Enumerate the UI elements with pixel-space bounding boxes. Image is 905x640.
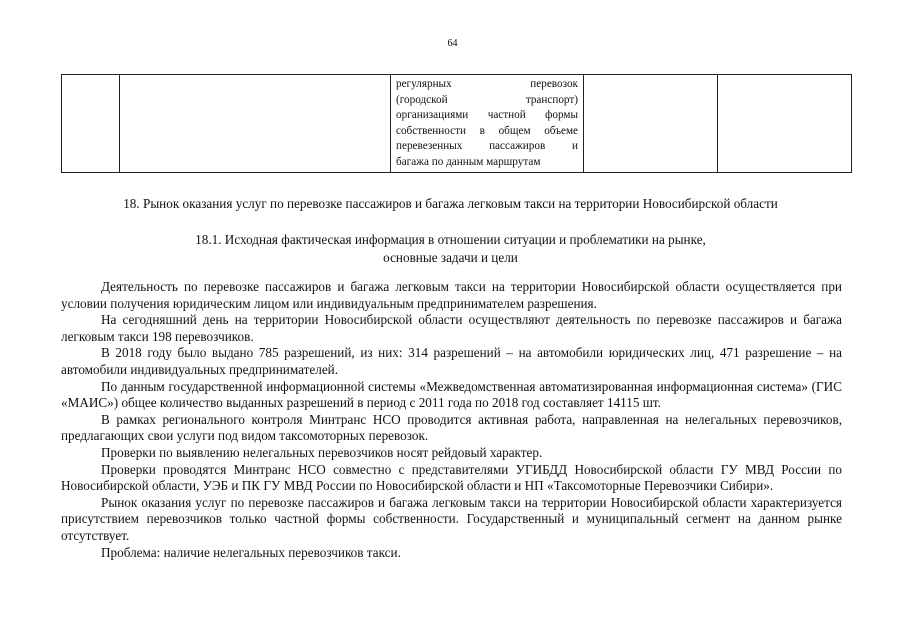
- continuation-table: [61, 74, 852, 173]
- subsection-title-line: 18.1. Исходная фактическая информация в отношении ситуации и проблематики на рынке,: [195, 232, 706, 247]
- paragraph: По данным государственной информационной системы «Межведомственная автоматизированная информационная система» (ГИС «МАИС») общее количество выданных разрешений в период с 2011 года по 2018 год составляет 14115 шт.: [61, 378, 842, 411]
- paragraph: Рынок оказания услуг по перевозке пассажиров и багажа легковым такси на территории Новосибирской области характеризуется присутствием перевозчиков только частной формы собственности. Государственный и муниципальный сегмент на данном рынке отсутствует.: [61, 494, 842, 543]
- cell-line: собственности в общем объеме: [396, 124, 578, 137]
- cell-line: регулярных перевозок: [396, 78, 578, 90]
- table-cell-empty: [718, 75, 852, 173]
- table-cell-empty: [62, 75, 120, 173]
- table-cell-indicator: [391, 75, 584, 173]
- table-cell-empty: [120, 75, 391, 173]
- cell-line: багажа по данным маршрутам: [396, 155, 541, 168]
- paragraph: В 2018 году было выдано 785 разрешений, из них: 314 разрешений – на автомобили юридических лиц, 471 разрешение – на автомобили индивидуальных предпринимателей.: [61, 345, 842, 377]
- subsection-title: [61, 231, 840, 267]
- section-title: 18. Рынок оказания услуг по перевозке пассажиров и багажа легковым такси на территории Новосибирской области: [123, 196, 778, 211]
- page-number: 64: [447, 38, 458, 49]
- cell-line: перевезенных пассажиров и: [396, 140, 578, 152]
- paragraph: В рамках регионального контроля Минтранс НСО проводится активная работа, направленная на нелегальных перевозчиков, предлагающих свои услуги под видом таксомоторных перевозок.: [61, 411, 842, 444]
- cell-line: (городской транспорт): [396, 93, 578, 106]
- paragraph: Проверки по выявлению нелегальных перевозчиков носят рейдовый характер.: [101, 444, 543, 460]
- paragraph: Деятельность по перевозке пассажиров и багажа легковым такси на территории Новосибирской области осуществляется при условии получения юридическим лицом или индивидуальным предпринимателем разрешения.: [61, 279, 842, 311]
- body-text: [61, 279, 842, 561]
- table-cell-empty: [584, 75, 718, 173]
- subsection-title-line: основные задачи и цели: [383, 250, 518, 265]
- paragraph: Проблема: наличие нелегальных перевозчиков такси.: [101, 544, 401, 560]
- paragraph: Проверки проводятся Минтранс НСО совместно с представителями УГИБДД Новосибирской области ГУ МВД России по Новосибирской области, УЭБ и ПК ГУ МВД России по Новосибирской области и НП «Таксомоторные Перевозчики Сибири».: [61, 461, 842, 494]
- table-row: [62, 75, 852, 173]
- paragraph: На сегодняшний день на территории Новосибирской области осуществляют деятельность по перевозке пассажиров и багажа легковым такси 198 перевозчиков.: [61, 312, 842, 344]
- cell-line: организациями частной формы: [396, 109, 578, 121]
